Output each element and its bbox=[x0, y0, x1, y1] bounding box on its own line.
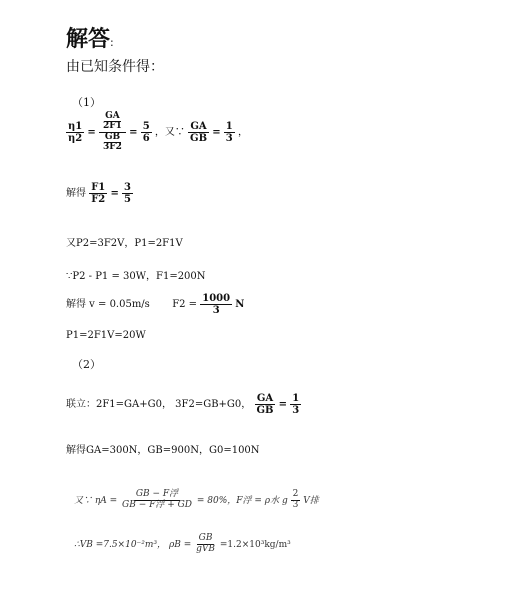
power-relations-line: 又P2=3F2V，P1=2F1V bbox=[66, 238, 183, 249]
because-text: ，又∵ bbox=[154, 126, 185, 138]
f2-bottom-text: 3F2 bbox=[103, 142, 122, 153]
density-label-text: ρB = bbox=[168, 539, 192, 550]
gb-text-2: GB bbox=[256, 405, 274, 416]
efficiency-equation-line bbox=[74, 490, 319, 511]
efficiency-fraction bbox=[120, 490, 194, 511]
force-ratio-result: 解得 $\frac{F1}{F2}$ = $\frac{3}{5}$ bbox=[66, 182, 131, 205]
density-value-text: =1.2×10³kg/m³ bbox=[219, 539, 291, 550]
one-text-2: 1 bbox=[292, 393, 300, 404]
ga-text-2: GA bbox=[256, 393, 274, 404]
f1-text: F1 bbox=[91, 182, 106, 193]
three-num-text: 3 bbox=[124, 182, 131, 193]
ga-over-gb-fraction bbox=[188, 121, 209, 144]
velocity-result-text: 解得 v = 0.05m/s bbox=[66, 299, 150, 310]
answer-heading bbox=[66, 22, 114, 53]
answer-heading-text: 解答 bbox=[66, 27, 111, 52]
comma-text: ， bbox=[237, 126, 248, 138]
six-text: 6 bbox=[142, 132, 150, 144]
weights-result-line: 解得GA=300N，GB=900N，G0=100N bbox=[66, 445, 260, 456]
one-third-fraction-2 bbox=[290, 393, 301, 416]
gb-num-text: GB bbox=[198, 533, 213, 543]
solve-label: 解得 bbox=[66, 188, 86, 199]
p1-result-line: P1=2F1V=20W bbox=[66, 330, 146, 341]
efficiency-num-text: GB − F浮 bbox=[135, 489, 179, 499]
f1-over-f2-fraction bbox=[89, 182, 107, 205]
f2-lhs-text: F2 = bbox=[172, 299, 198, 310]
combine-equations-line: 联立：2F1=GA+G0， 3F2=GB+G0， $\frac{GA}{GB}$ = $\frac{1}{3}$ bbox=[66, 393, 300, 416]
intro-text: 由已知条件得： bbox=[66, 59, 164, 75]
gvb-den-text: gVB bbox=[196, 543, 215, 554]
efficiency-prefix-text: 又∵ ηA = bbox=[74, 495, 118, 506]
three-fifths-fraction bbox=[122, 182, 133, 205]
two-thirds-fraction bbox=[291, 490, 301, 511]
answer-heading-colon: : bbox=[110, 36, 114, 49]
three-text: 3 bbox=[225, 132, 233, 144]
power-difference-line: ∵P2 - P1 = 30W，F1=200N bbox=[66, 271, 206, 282]
five-sixths-fraction bbox=[141, 121, 152, 144]
combine-text: 联立：2F1=GA+G0， 3F2=GB+G0， bbox=[66, 399, 252, 410]
gb-top-text: GB bbox=[104, 131, 121, 142]
five-text: 5 bbox=[142, 120, 150, 132]
density-result-line bbox=[74, 534, 291, 555]
f2-fraction bbox=[200, 293, 232, 316]
one-text: 1 bbox=[225, 120, 233, 132]
f2-text: F2 bbox=[91, 194, 106, 205]
two-text: 2 bbox=[292, 489, 299, 499]
three-text-2: 3 bbox=[292, 405, 300, 416]
density-fraction bbox=[194, 534, 217, 555]
thousand-text: 1000 bbox=[202, 293, 231, 304]
ga-over-2f1 bbox=[101, 112, 124, 132]
volume-result-text: ∴VB =7.5×10⁻²m³， bbox=[74, 539, 167, 550]
efficiency-ratio-equation: $\frac{\eta 1}{\eta 2}$ = $\frac{\frac{GA}{2F1}}{\frac{GB}{3F2}}$ = $\frac{5}{6}$ ，又∵ $\frac{GA}{GB}$ = $\frac{1}{3}$ ， bbox=[68, 111, 248, 153]
part2-label: （2） bbox=[72, 358, 101, 371]
eta2-text: η2 bbox=[68, 132, 83, 144]
efficiency-den-text: GB − F浮 + GD bbox=[122, 499, 193, 510]
velocity-and-f2-line bbox=[66, 293, 244, 316]
eta1-text: η1 bbox=[68, 120, 83, 132]
efficiency-tail-text: = 80%，F浮 = ρ水 g bbox=[196, 495, 288, 506]
gb-text: GB bbox=[190, 132, 208, 144]
ga-text: GA bbox=[190, 120, 207, 132]
three-text-3: 3 bbox=[292, 499, 299, 510]
eta-ratio-fraction bbox=[66, 121, 84, 144]
one-third-fraction bbox=[224, 121, 235, 144]
three-den-text: 3 bbox=[212, 305, 220, 316]
ga-top-text: GA bbox=[105, 111, 120, 121]
nested-ga-gb-fraction bbox=[99, 112, 126, 153]
five-den-text: 5 bbox=[124, 194, 131, 205]
newton-unit-text: N bbox=[235, 299, 245, 310]
part1-label: （1） bbox=[72, 96, 101, 109]
ga-over-gb-fraction-2 bbox=[254, 393, 275, 416]
displaced-volume-text: V排 bbox=[303, 495, 319, 506]
f1-bottom-text: 2F1 bbox=[103, 121, 122, 132]
gb-over-3f2 bbox=[101, 133, 124, 153]
